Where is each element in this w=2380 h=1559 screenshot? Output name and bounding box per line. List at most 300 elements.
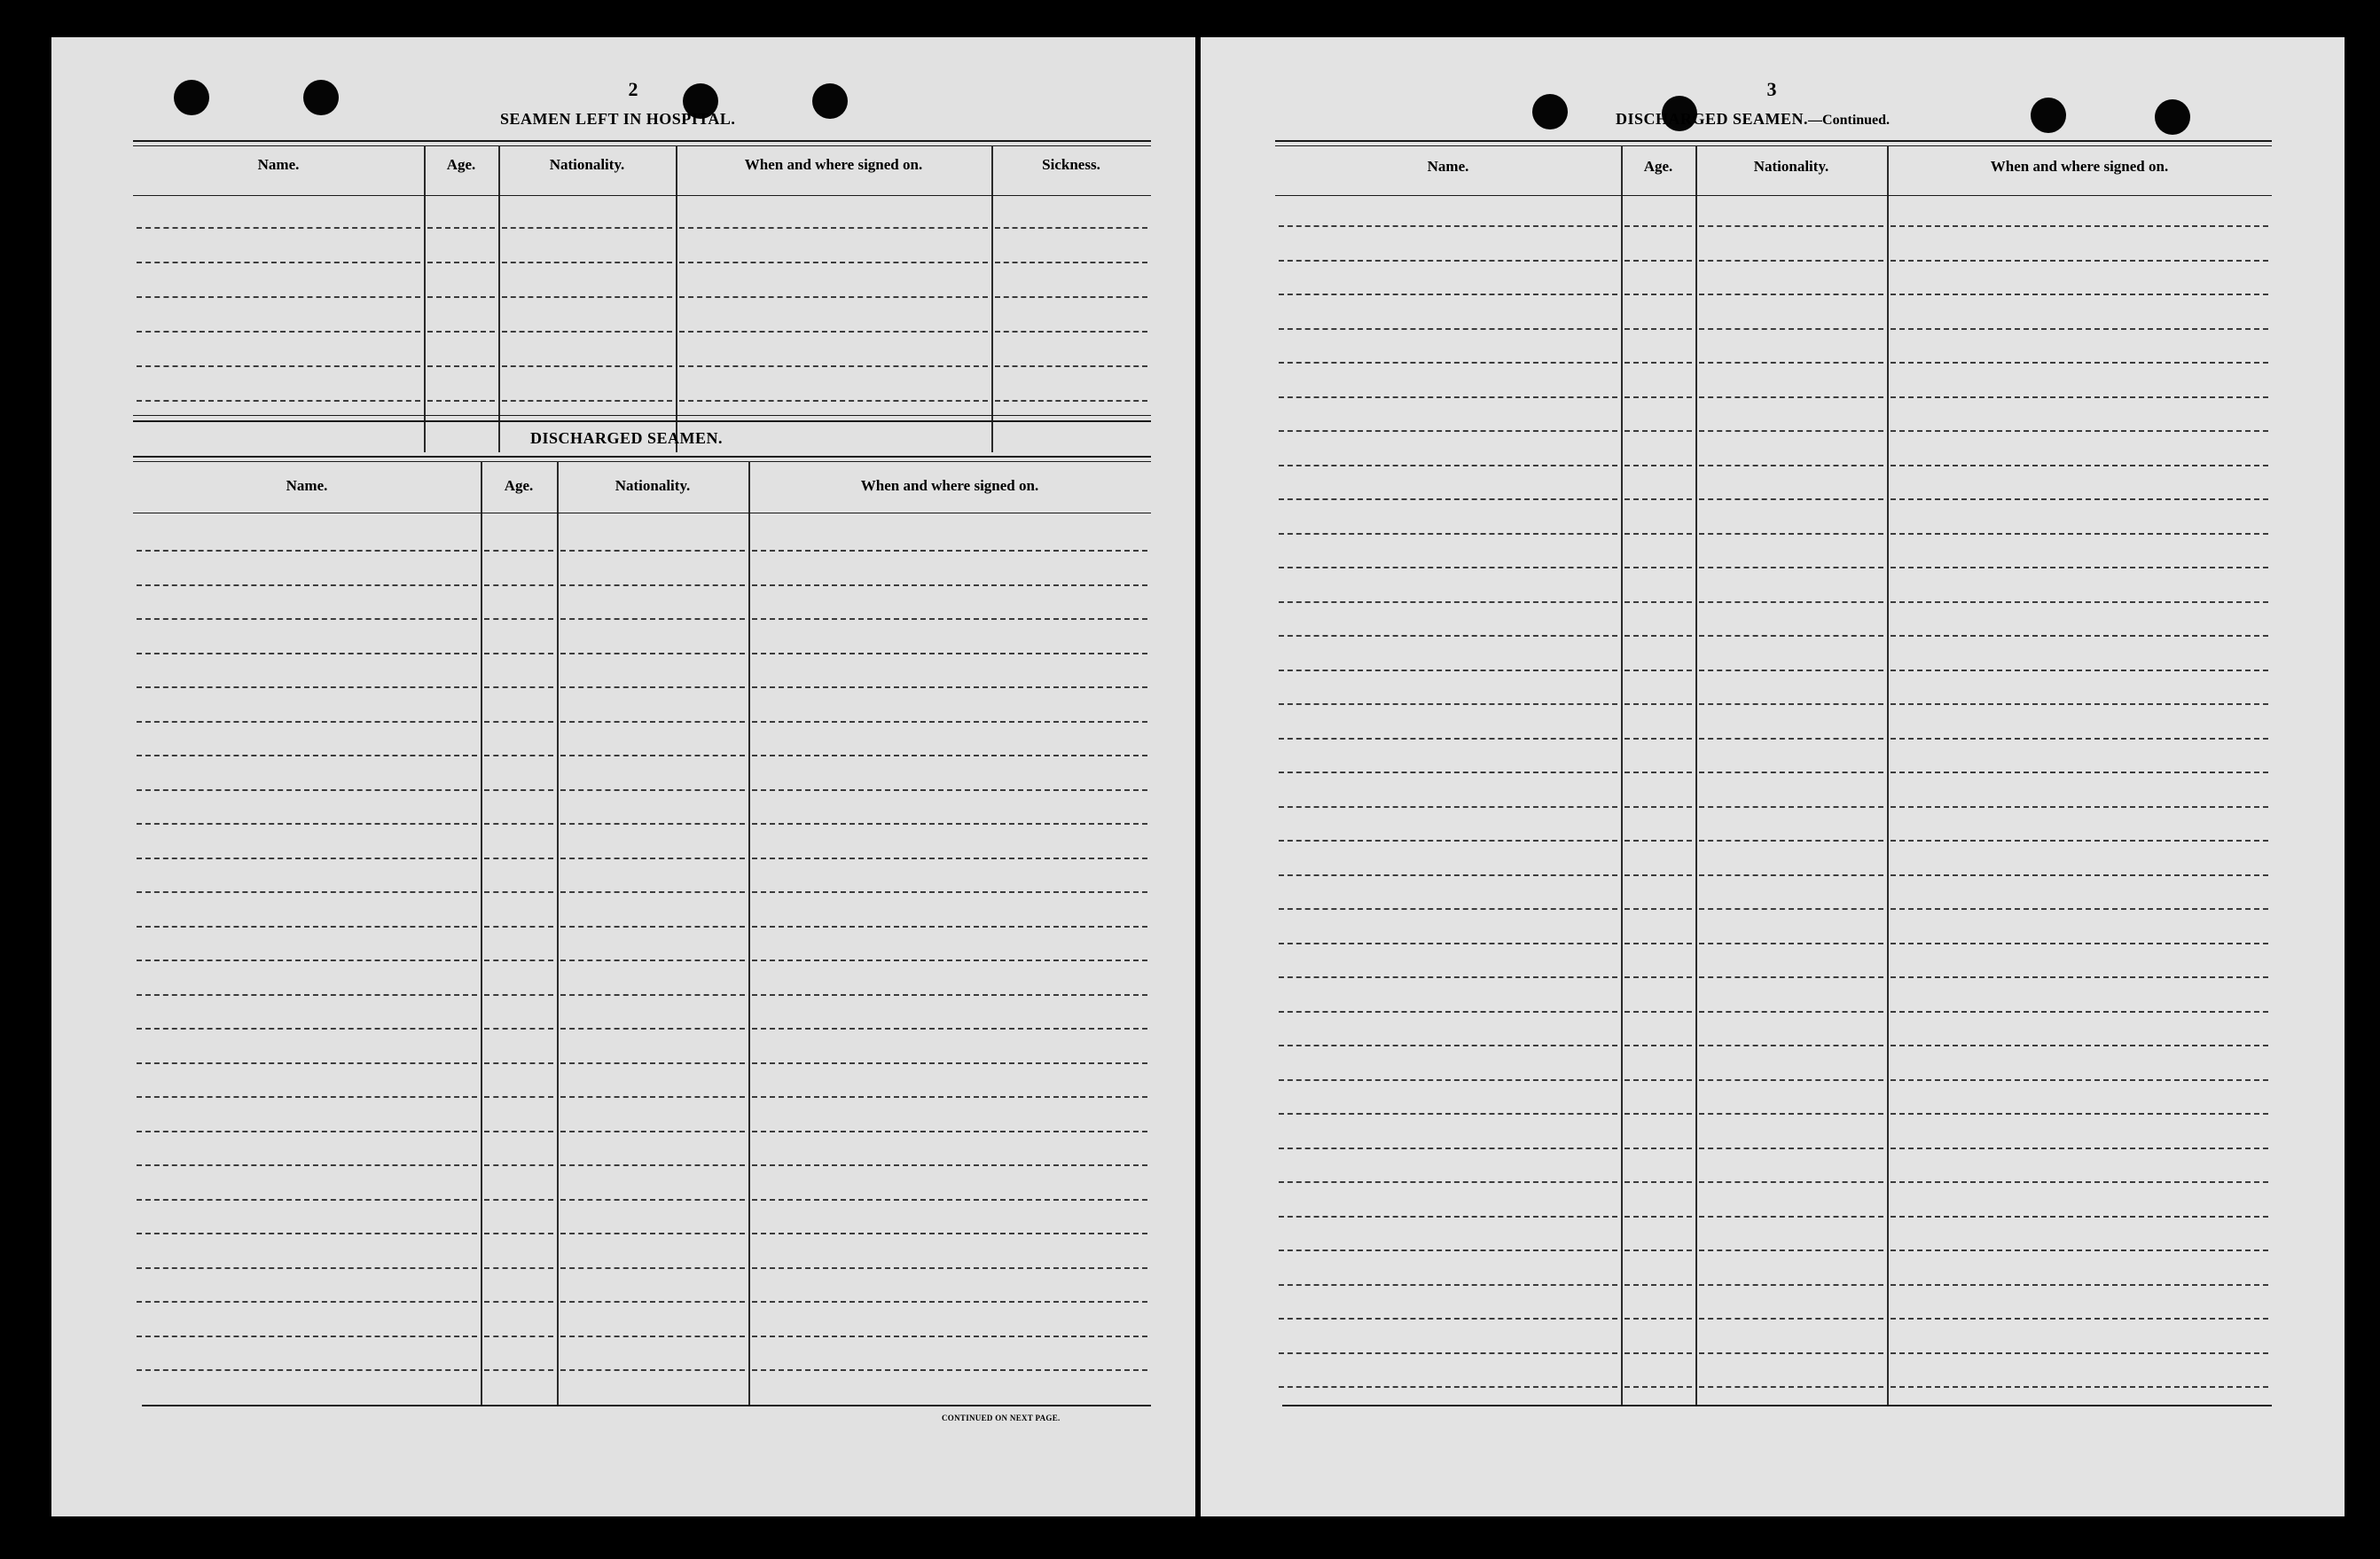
entry-line <box>1625 1386 1692 1388</box>
hospital-section-title: SEAMEN LEFT IN HOSPITAL. <box>500 110 736 128</box>
entry-line <box>560 1164 745 1166</box>
entry-line <box>137 960 477 961</box>
entry-line <box>1699 225 1883 227</box>
entry-line <box>1279 396 1617 398</box>
column-divider <box>1621 145 1623 1405</box>
column-header: Nationality. <box>549 156 625 173</box>
entry-line <box>560 618 745 620</box>
entry-line <box>995 365 1147 367</box>
entry-line <box>484 1164 553 1166</box>
entry-line <box>484 858 553 859</box>
entry-line <box>137 1199 477 1201</box>
entry-line <box>752 1233 1147 1234</box>
entry-line <box>752 789 1147 791</box>
entry-line <box>137 755 477 756</box>
entry-line <box>1279 430 1617 432</box>
column-header: When and where signed on. <box>860 477 1039 494</box>
entry-line <box>502 331 672 333</box>
entry-line <box>1625 1181 1692 1183</box>
entry-line <box>752 755 1147 756</box>
entry-line <box>1891 772 2268 773</box>
entry-line <box>560 960 745 961</box>
entry-line <box>137 584 477 586</box>
punch-hole <box>2155 99 2190 135</box>
column-header: Name. <box>286 477 328 494</box>
entry-line <box>1891 1284 2268 1286</box>
entry-line <box>679 331 988 333</box>
entry-line <box>1625 1045 1692 1046</box>
entry-line <box>1625 225 1692 227</box>
punch-hole <box>2031 98 2066 133</box>
entry-line <box>752 823 1147 825</box>
entry-line <box>752 618 1147 620</box>
entry-line <box>137 550 477 552</box>
entry-line <box>1625 362 1692 364</box>
entry-line <box>1625 703 1692 705</box>
entry-line <box>752 584 1147 586</box>
entry-line <box>427 400 495 402</box>
entry-line <box>1699 1352 1883 1354</box>
entry-line <box>1891 806 2268 808</box>
column-header: Name. <box>257 156 300 173</box>
entry-line <box>1625 601 1692 603</box>
entry-line <box>1891 1352 2268 1354</box>
entry-line <box>1279 1284 1617 1286</box>
entry-line <box>484 584 553 586</box>
entry-line <box>995 262 1147 263</box>
header-underline <box>1275 195 2272 196</box>
entry-line <box>752 1028 1147 1030</box>
entry-line <box>1279 1079 1617 1081</box>
entry-line <box>137 926 477 928</box>
column-header: Sickness. <box>1042 156 1100 173</box>
right-page <box>1201 37 2345 1516</box>
entry-line <box>137 823 477 825</box>
entry-line <box>137 891 477 893</box>
entry-line <box>1699 465 1883 466</box>
entry-line <box>1279 1113 1617 1115</box>
entry-line <box>1699 1250 1883 1251</box>
entry-line <box>1699 533 1883 535</box>
entry-line <box>1279 703 1617 705</box>
entry-line <box>1279 908 1617 910</box>
entry-line <box>1891 1011 2268 1013</box>
entry-line <box>560 1301 745 1303</box>
entry-line <box>1891 1216 2268 1218</box>
entry-line <box>560 1199 745 1201</box>
entry-line <box>560 1131 745 1132</box>
entry-line <box>1625 1148 1692 1149</box>
entry-line <box>1625 943 1692 944</box>
entry-line <box>1699 294 1883 295</box>
entry-line <box>1625 874 1692 876</box>
entry-line <box>1279 1148 1617 1149</box>
entry-line <box>1699 738 1883 740</box>
entry-line <box>137 365 420 367</box>
entry-line <box>679 400 988 402</box>
table-top-rule <box>133 456 1151 458</box>
punch-hole <box>174 80 209 115</box>
entry-line <box>752 1062 1147 1064</box>
column-divider <box>676 145 677 452</box>
entry-line <box>752 1164 1147 1166</box>
left-page <box>51 37 1195 1516</box>
entry-line <box>1279 1250 1617 1251</box>
entry-line <box>1891 840 2268 842</box>
entry-line <box>1625 840 1692 842</box>
entry-line <box>679 262 988 263</box>
entry-line <box>1279 1216 1617 1218</box>
entry-line <box>1891 670 2268 671</box>
entry-line <box>1279 294 1617 295</box>
entry-line <box>1279 738 1617 740</box>
section-rule <box>133 415 1151 416</box>
entry-line <box>560 584 745 586</box>
entry-line <box>1625 635 1692 637</box>
entry-line <box>995 296 1147 298</box>
entry-line <box>1699 1318 1883 1320</box>
entry-line <box>484 1199 553 1201</box>
entry-line <box>752 960 1147 961</box>
entry-line <box>1279 328 1617 330</box>
entry-line <box>1279 670 1617 671</box>
entry-line <box>560 891 745 893</box>
entry-line <box>484 1336 553 1337</box>
entry-line <box>560 994 745 996</box>
entry-line <box>995 400 1147 402</box>
entry-line <box>995 331 1147 333</box>
entry-line <box>484 1096 553 1098</box>
entry-line <box>137 1164 477 1166</box>
entry-line <box>1891 908 2268 910</box>
entry-line <box>1891 1148 2268 1149</box>
entry-line <box>1279 1011 1617 1013</box>
entry-line <box>427 331 495 333</box>
table-top-rule <box>133 140 1151 142</box>
entry-line <box>137 1267 477 1269</box>
entry-line <box>560 926 745 928</box>
entry-line <box>752 721 1147 723</box>
entry-line <box>1891 1045 2268 1046</box>
entry-line <box>1279 260 1617 262</box>
entry-line <box>752 926 1147 928</box>
entry-line <box>484 789 553 791</box>
entry-line <box>1625 567 1692 568</box>
entry-line <box>137 618 477 620</box>
entry-line <box>137 400 420 402</box>
entry-line <box>560 1096 745 1098</box>
entry-line <box>1699 1011 1883 1013</box>
section-title-text: DISCHARGED SEAMEN. <box>1616 110 1809 128</box>
entry-line <box>1625 260 1692 262</box>
entry-line <box>560 823 745 825</box>
entry-line <box>1625 1352 1692 1354</box>
entry-line <box>1699 1148 1883 1149</box>
column-divider <box>424 145 426 452</box>
entry-line <box>484 618 553 620</box>
entry-line <box>1625 1079 1692 1081</box>
entry-line <box>1279 772 1617 773</box>
entry-line <box>752 891 1147 893</box>
entry-line <box>1699 840 1883 842</box>
entry-line <box>484 721 553 723</box>
entry-line <box>1279 601 1617 603</box>
entry-line <box>1625 976 1692 978</box>
entry-line <box>137 1369 477 1371</box>
entry-line <box>752 1199 1147 1201</box>
entry-line <box>1625 670 1692 671</box>
column-header: When and where signed on. <box>744 156 923 173</box>
entry-line <box>1625 1250 1692 1251</box>
entry-line <box>484 1301 553 1303</box>
entry-line <box>484 1369 553 1371</box>
entry-line <box>137 1233 477 1234</box>
entry-line <box>1699 772 1883 773</box>
entry-line <box>137 262 420 263</box>
entry-line <box>137 331 420 333</box>
entry-line <box>1279 806 1617 808</box>
entry-line <box>1891 498 2268 500</box>
entry-line <box>137 1301 477 1303</box>
entry-line <box>1625 328 1692 330</box>
entry-line <box>1699 1181 1883 1183</box>
table-bottom-rule <box>142 1405 1151 1406</box>
discharged-section-title: DISCHARGED SEAMEN. <box>530 429 724 447</box>
entry-line <box>679 296 988 298</box>
entry-line <box>484 686 553 688</box>
entry-line <box>1699 260 1883 262</box>
punch-hole <box>303 80 339 115</box>
entry-line <box>1699 601 1883 603</box>
entry-line <box>1625 1318 1692 1320</box>
entry-line <box>1891 703 2268 705</box>
entry-line <box>1279 976 1617 978</box>
page-number: 3 <box>1766 78 1777 100</box>
entry-line <box>1699 943 1883 944</box>
column-divider <box>748 461 750 1405</box>
entry-line <box>1699 635 1883 637</box>
entry-line <box>1279 635 1617 637</box>
entry-line <box>1279 533 1617 535</box>
entry-line <box>1891 225 2268 227</box>
entry-line <box>1891 1079 2268 1081</box>
punch-hole <box>812 83 848 119</box>
entry-line <box>752 858 1147 859</box>
entry-line <box>752 1131 1147 1132</box>
entry-line <box>1891 635 2268 637</box>
entry-line <box>560 1267 745 1269</box>
entry-line <box>137 296 420 298</box>
entry-line <box>484 891 553 893</box>
entry-line <box>1891 1386 2268 1388</box>
entry-line <box>484 1028 553 1030</box>
entry-line <box>1891 430 2268 432</box>
entry-line <box>1891 465 2268 466</box>
entry-line <box>427 262 495 263</box>
entry-line <box>560 1233 745 1234</box>
entry-line <box>137 227 420 229</box>
column-header: Age. <box>446 156 476 173</box>
column-divider <box>1695 145 1697 1405</box>
entry-line <box>484 653 553 654</box>
header-underline <box>133 195 1151 196</box>
entry-line <box>752 550 1147 552</box>
entry-line <box>484 1131 553 1132</box>
entry-line <box>1699 670 1883 671</box>
entry-line <box>1699 328 1883 330</box>
entry-line <box>137 1096 477 1098</box>
entry-line <box>1625 1011 1692 1013</box>
entry-line <box>502 400 672 402</box>
entry-line <box>752 1369 1147 1371</box>
entry-line <box>1625 498 1692 500</box>
entry-line <box>752 1096 1147 1098</box>
section-rule <box>133 420 1151 422</box>
entry-line <box>484 1233 553 1234</box>
entry-line <box>560 1336 745 1337</box>
entry-line <box>1891 567 2268 568</box>
entry-line <box>137 1062 477 1064</box>
entry-line <box>1279 943 1617 944</box>
entry-line <box>1625 294 1692 295</box>
entry-line <box>484 994 553 996</box>
entry-line <box>484 550 553 552</box>
column-divider <box>991 145 993 452</box>
entry-line <box>502 296 672 298</box>
entry-line <box>752 1267 1147 1269</box>
entry-line <box>560 1369 745 1371</box>
entry-line <box>427 365 495 367</box>
entry-line <box>1891 943 2268 944</box>
entry-line <box>560 721 745 723</box>
entry-line <box>560 789 745 791</box>
entry-line <box>1699 908 1883 910</box>
entry-line <box>560 1062 745 1064</box>
entry-line <box>995 227 1147 229</box>
entry-line <box>752 686 1147 688</box>
entry-line <box>1699 703 1883 705</box>
entry-line <box>1891 533 2268 535</box>
column-header: Nationality. <box>615 477 691 494</box>
entry-line <box>1891 976 2268 978</box>
entry-line <box>1625 806 1692 808</box>
entry-line <box>1699 498 1883 500</box>
entry-line <box>1279 567 1617 568</box>
entry-line <box>1279 225 1617 227</box>
entry-line <box>427 296 495 298</box>
entry-line <box>560 550 745 552</box>
entry-line <box>1699 1386 1883 1388</box>
entry-line <box>1625 465 1692 466</box>
entry-line <box>1699 362 1883 364</box>
continued-note: CONTINUED ON NEXT PAGE. <box>942 1414 1061 1422</box>
entry-line <box>1279 498 1617 500</box>
entry-line <box>1891 1113 2268 1115</box>
entry-line <box>1699 567 1883 568</box>
entry-line <box>1699 1045 1883 1046</box>
entry-line <box>137 686 477 688</box>
entry-line <box>1699 1113 1883 1115</box>
column-header: Name. <box>1427 158 1469 175</box>
entry-line <box>1625 908 1692 910</box>
column-header: Nationality. <box>1753 158 1829 175</box>
entry-line <box>1279 1181 1617 1183</box>
page-number: 2 <box>628 78 638 100</box>
table-top-rule <box>133 461 1151 462</box>
entry-line <box>1891 294 2268 295</box>
entry-line <box>137 653 477 654</box>
entry-line <box>1279 1318 1617 1320</box>
column-header: Age. <box>1643 158 1673 175</box>
entry-line <box>1891 738 2268 740</box>
entry-line <box>1891 1318 2268 1320</box>
entry-line <box>484 823 553 825</box>
entry-line <box>1625 533 1692 535</box>
table-top-rule <box>1275 140 2272 142</box>
entry-line <box>1279 874 1617 876</box>
entry-line <box>1625 1113 1692 1115</box>
entry-line <box>1625 772 1692 773</box>
entry-line <box>560 1028 745 1030</box>
entry-line <box>1891 1181 2268 1183</box>
entry-line <box>1625 430 1692 432</box>
entry-line <box>1279 1352 1617 1354</box>
entry-line <box>1625 738 1692 740</box>
entry-line <box>1891 1250 2268 1251</box>
table-bottom-rule <box>1282 1405 2272 1406</box>
entry-line <box>752 653 1147 654</box>
entry-line <box>1699 976 1883 978</box>
entry-line <box>137 858 477 859</box>
punch-hole <box>1532 94 1568 129</box>
entry-line <box>137 721 477 723</box>
entry-line <box>484 960 553 961</box>
entry-line <box>484 926 553 928</box>
entry-line <box>1699 806 1883 808</box>
entry-line <box>137 789 477 791</box>
column-header: Age. <box>504 477 534 494</box>
entry-line <box>1699 396 1883 398</box>
entry-line <box>484 755 553 756</box>
table-top-rule <box>133 145 1151 146</box>
entry-line <box>752 1301 1147 1303</box>
entry-line <box>1279 1045 1617 1046</box>
entry-line <box>502 227 672 229</box>
entry-line <box>137 994 477 996</box>
entry-line <box>137 1131 477 1132</box>
table-top-rule <box>1275 145 2272 146</box>
entry-line <box>679 227 988 229</box>
entry-line <box>1279 362 1617 364</box>
entry-line <box>427 227 495 229</box>
entry-line <box>560 858 745 859</box>
entry-line <box>1625 1284 1692 1286</box>
entry-line <box>1699 874 1883 876</box>
entry-line <box>752 994 1147 996</box>
entry-line <box>1279 1386 1617 1388</box>
entry-line <box>137 1028 477 1030</box>
column-divider <box>498 145 500 452</box>
entry-line <box>484 1267 553 1269</box>
entry-line <box>137 1336 477 1337</box>
entry-line <box>1625 396 1692 398</box>
entry-line <box>484 1062 553 1064</box>
entry-line <box>1279 840 1617 842</box>
entry-line <box>1699 1216 1883 1218</box>
continued-section-title <box>1616 110 1890 129</box>
entry-line <box>1891 328 2268 330</box>
entry-line <box>560 686 745 688</box>
